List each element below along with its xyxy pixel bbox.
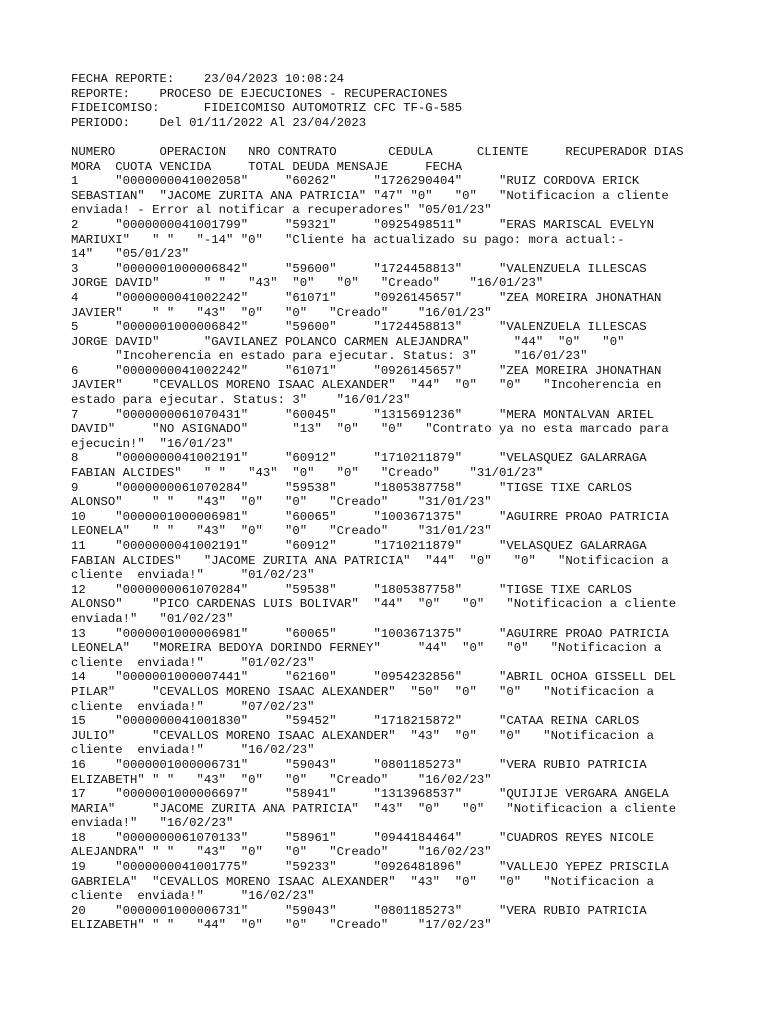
period-line: PERIODO: Del 01/11/2022 Al 23/04/2023: [71, 115, 367, 130]
record-line: 20 "0000001000006731" "59043" "0801185273" "VERA RUBIO PATRICIA: [71, 903, 647, 918]
record-line: LEONELA" "MOREIRA BEDOYA DORINDO FERNEY" "44" "0" "0" "Notificacion a: [71, 641, 662, 656]
record-line: MARIUXI" " " "-14" "0" "Cliente ha actualizado su pago: mora actual:-: [71, 232, 625, 247]
record-line: 8 "0000000041002191" "60912" "1710211879" "VELASQUEZ GALARRAGA: [71, 451, 647, 466]
record-line: 18 "0000000061070133" "58961" "0944184464" "CUADROS REYES NICOLE: [71, 830, 654, 845]
column-header-line: NUMERO OPERACION NRO CONTRATO CEDULA CLIENTE RECUPERADOR DIAS: [71, 144, 684, 159]
record-line: JORGE DAVID" " " "43" "0" "0" "Creado" "16/01/23": [71, 276, 544, 291]
record-line: JAVIER" "CEVALLOS MORENO ISAAC ALEXANDER" "44" "0" "0" "Incoherencia en: [71, 378, 662, 393]
trust-line: FIDEICOMISO: FIDEICOMISO AUTOMOTRIZ CFC TF-G-585: [71, 101, 463, 116]
record-line: 14" "05/01/23": [71, 247, 190, 262]
record-line: FABIAN ALCIDES" " " "43" "0" "0" "Creado" "31/01/23": [71, 466, 544, 481]
record-line: ELIZABETH" " " "44" "0" "0" "Creado" "17/02/23": [71, 918, 492, 933]
record-line: 10 "0000001000006981" "60065" "1003671375" "AGUIRRE PROAO PATRICIA: [71, 509, 669, 524]
record-line: JORGE DAVID" "GAVILANEZ POLANCO CARMEN ALEJANDRA" "44" "0" "0": [71, 334, 625, 349]
record-line: ejecucin!" "16/01/23": [71, 436, 234, 451]
report-body: [71, 174, 691, 933]
record-line: 13 "0000001000006981" "60065" "1003671375" "AGUIRRE PROAO PATRICIA: [71, 626, 669, 641]
record-line: JAVIER" " " "43" "0" "0" "Creado" "16/01/23": [71, 305, 492, 320]
record-line: ALONSO" " " "43" "0" "0" "Creado" "31/01/23": [71, 495, 492, 510]
record-line: 17 "0000001000006697" "58941" "1313968537" "QUIJIJE VERGARA ANGELA: [71, 787, 669, 802]
record-line: 16 "0000001000006731" "59043" "0801185273" "VERA RUBIO PATRICIA: [71, 757, 647, 772]
record-line: cliente enviada!" "01/02/23": [71, 655, 315, 670]
record-line: 15 "0000000041001830" "59452" "1718215872" "CATAA REINA CARLOS: [71, 714, 640, 729]
record-line: FABIAN ALCIDES" "JACOME ZURITA ANA PATRICIA" "44" "0" "0" "Notificacion a: [71, 553, 669, 568]
record-line: PILAR" "CEVALLOS MORENO ISAAC ALEXANDER" "50" "0" "0" "Notificacion a: [71, 684, 654, 699]
record-line: GABRIELA" "CEVALLOS MORENO ISAAC ALEXANDER" "43" "0" "0" "Notificacion a: [71, 874, 654, 889]
spacer: [71, 130, 691, 145]
record-line: cliente enviada!" "01/02/23": [71, 568, 315, 583]
record-line: cliente enviada!" "16/02/23": [71, 743, 315, 758]
record-line: enviada!" "01/02/23": [71, 611, 234, 626]
record-line: MARIA" "JACOME ZURITA ANA PATRICIA" "43" "0" "0" "Notificacion a cliente: [71, 801, 677, 816]
record-line: 5 "0000001000006842" "59600" "1724458813" "VALENZUELA ILLESCAS: [71, 320, 647, 335]
record-line: JULIO" "CEVALLOS MORENO ISAAC ALEXANDER" "43" "0" "0" "Notificacion a: [71, 728, 654, 743]
record-line: DAVID" "NO ASIGNADO" "13" "0" "0" "Contrato ya no esta marcado para: [71, 422, 669, 437]
report-title-line: REPORTE: PROCESO DE EJECUCIONES - RECUPERACIONES: [71, 86, 448, 101]
record-line: cliente enviada!" "16/02/23": [71, 889, 315, 904]
report-document: [71, 72, 691, 933]
record-line: ELIZABETH" " " "43" "0" "0" "Creado" "16/02/23": [71, 772, 492, 787]
record-line: ALEJANDRA" " " "43" "0" "0" "Creado" "16/02/23": [71, 845, 492, 860]
report-header: [71, 72, 691, 130]
record-line: cliente enviada!" "07/02/23": [71, 699, 315, 714]
record-line: 14 "0000001000007441" "62160" "0954232856" "ABRIL OCHOA GISSELL DEL: [71, 670, 677, 685]
column-header-line: MORA CUOTA VENCIDA TOTAL DEUDA MENSAJE FECHA: [71, 159, 463, 174]
record-line: 11 "0000000041002191" "60912" "1710211879" "VELASQUEZ GALARRAGA: [71, 539, 647, 553]
record-line: 9 "0000000061070284" "59538" "1805387758" "TIGSE TIXE CARLOS: [71, 480, 632, 495]
record-line: 1 "0000000041002058" "60262" "1726290404" "RUIZ CORDOVA ERICK: [71, 174, 640, 189]
record-line: LEONELA" " " "43" "0" "0" "Creado" "31/01/23": [71, 524, 492, 539]
record-line: "Incoherencia en estado para ejecutar. Status: 3" "16/01/23": [71, 349, 588, 364]
report-date-line: FECHA REPORTE: 23/04/2023 10:08:24: [71, 72, 345, 86]
record-line: 4 "0000000041002242" "61071" "0926145657" "ZEA MOREIRA JHONATHAN: [71, 290, 662, 305]
record-line: SEBASTIAN" "JACOME ZURITA ANA PATRICIA" "47" "0" "0" "Notificacion a cliente: [71, 188, 669, 203]
record-line: 3 "0000001000006842" "59600" "1724458813" "VALENZUELA ILLESCAS: [71, 261, 647, 276]
record-line: estado para ejecutar. Status: 3" "16/01/23": [71, 393, 411, 408]
record-line: enviada!" "16/02/23": [71, 816, 234, 831]
record-line: ALONSO" "PICO CARDENAS LUIS BOLIVAR" "44" "0" "0" "Notificacion a cliente: [71, 597, 677, 612]
record-line: 6 "0000000041002242" "61071" "0926145657" "ZEA MOREIRA JHONATHAN: [71, 363, 662, 378]
record-line: 12 "0000000061070284" "59538" "1805387758" "TIGSE TIXE CARLOS: [71, 582, 632, 597]
record-line: enviada! - Error al notificar a recuperadores" "05/01/23": [71, 203, 492, 218]
record-line: 2 "0000000041001799" "59321" "0925498511" "ERAS MARISCAL EVELYN: [71, 217, 654, 232]
record-line: 19 "0000000041001775" "59233" "0926481896" "VALLEJO YEPEZ PRISCILA: [71, 860, 669, 875]
column-headers: [71, 145, 691, 174]
record-line: 7 "0000000061070431" "60045" "1315691236" "MERA MONTALVAN ARIEL: [71, 407, 654, 422]
